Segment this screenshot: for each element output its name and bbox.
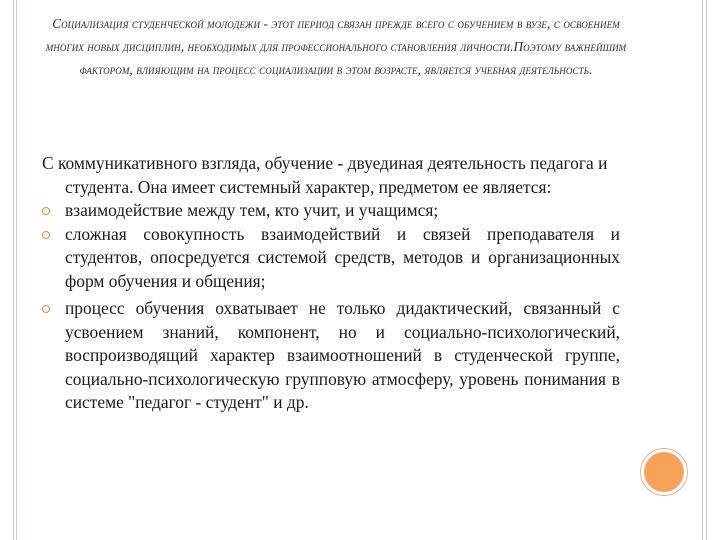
- slide-body: [42, 152, 620, 415]
- bullet-circle-icon: [42, 231, 50, 239]
- list-item-text: сложная совокупность взаимодействий и связей преподавателя и студентов, опосредуется системой средств, методов и организационных форм обучения и общения;: [65, 223, 620, 291]
- intro-paragraph: С коммуникативного взгляда, обучение - двуединая деятельность педагога и студента. Она имеет системный характер, предметом ее является:: [42, 153, 608, 197]
- frame-line-right-inner: [702, 0, 703, 540]
- list-item-text: взаимодействие между тем, кто учит, и учащимся;: [65, 200, 439, 220]
- orange-circle-fill: [644, 452, 684, 492]
- frame-line-left: [13, 0, 14, 540]
- orange-circle-icon: [640, 448, 688, 496]
- frame-line-right: [706, 0, 707, 540]
- slide-title: Социализация студенческой молодежи - этот период связан прежде всего с обучением в вузе, с освоением многих новых дисциплин, необходимых для профессионального становления личности.Поэтому важнейшим фактором, влияющим на процесс социализации в этом возрасте, является учебная деятельность.: [45, 16, 627, 77]
- list-item: [42, 199, 620, 223]
- list-item-text: процесс обучения охватывает не только дидактический, связанный с усвоением знаний, компонент, но и социально-психологический, воспроизводящий характер взаимоотношений в студенческой группе, социально-психологическую групповую атмосферу, уровень понимания в системе "педагог - студент" и др.: [65, 298, 620, 412]
- bullet-circle-icon: [42, 305, 50, 313]
- list-item: [42, 297, 620, 415]
- frame-line-left-inner: [16, 0, 17, 540]
- bullet-list: [42, 199, 620, 415]
- bullet-circle-icon: [42, 207, 50, 215]
- list-item: [42, 223, 620, 294]
